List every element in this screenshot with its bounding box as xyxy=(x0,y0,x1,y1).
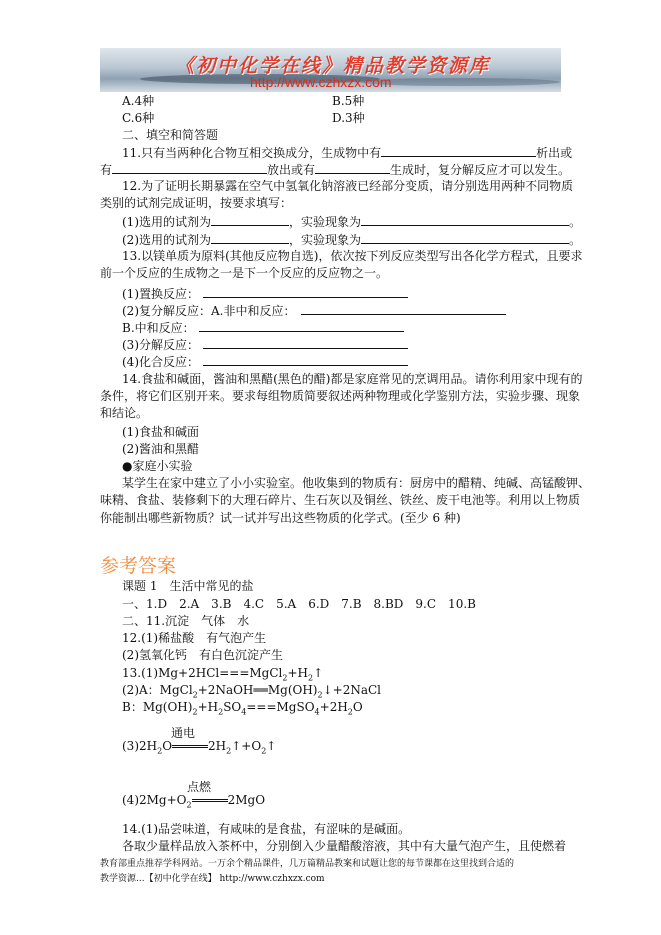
site-banner xyxy=(100,48,561,92)
q11-line2 xyxy=(100,162,570,178)
q13-r1 xyxy=(122,286,408,302)
q14-sub2: (2)酱油和黑醋 xyxy=(122,442,199,456)
blank[interactable] xyxy=(381,145,536,157)
q13-line1: 13.以镁单质为原料(其他反应物自选)，依次按下列反应类型写出各化学方程式，且要求 xyxy=(122,249,583,263)
text: (2)复分解反应：A.非中和反应： xyxy=(122,304,296,318)
footer-text: 教学资源...【初中化学在线】 xyxy=(100,874,217,884)
home-line1: 某学生在家中建立了小小实验室。他收集到的物质有：厨房中的醋精、纯碱、高锰酸钾、 xyxy=(122,476,591,490)
q11-line1 xyxy=(122,145,572,161)
blank[interactable] xyxy=(199,320,404,332)
text: 放出或有 xyxy=(267,163,316,177)
text: 析出或 xyxy=(536,146,573,160)
option-c: C.6种 xyxy=(122,111,155,125)
home-experiment-title: ●家庭小实验 xyxy=(122,459,193,473)
section-heading: 二、填空和简答题 xyxy=(122,128,219,142)
answer-13-2b: B：$Mg(OH)_2+H_2SO_4===MgSO_4+2H_2O$ xyxy=(122,700,363,717)
blank[interactable] xyxy=(315,162,390,174)
blank[interactable] xyxy=(211,214,289,226)
option-b: B.5种 xyxy=(332,94,365,108)
footer-url[interactable]: http://www.czhxzx.com xyxy=(219,874,325,884)
q14-sub1: (1)食盐和碱面 xyxy=(122,425,199,439)
q12-line1: 12.为了证明长期暴露在空气中氢氧化钠溶液已经部分变质，请分别选用两种不同物质 xyxy=(122,179,574,193)
text: 11.只有当两种化合物互相交换成分，生成物中有 xyxy=(122,146,382,160)
answer-12-2: (2)氢氧化钙 有白色沉淀产生 xyxy=(122,648,283,662)
option-a: A.4种 xyxy=(122,94,155,108)
blank[interactable] xyxy=(203,337,408,349)
equals-bar xyxy=(192,799,228,802)
text: (1)置换反应： xyxy=(122,287,199,301)
banner-url[interactable]: http://www.czhxzx.com xyxy=(250,74,392,90)
text: 。 xyxy=(569,233,582,247)
home-line2: 味精、食盐、装修剩下的大理石碎片、生石灰以及铜丝、铁丝、废干电池等。利用以上物质 xyxy=(100,493,581,507)
q13-r3 xyxy=(122,337,408,353)
q13-r2 xyxy=(122,303,506,319)
answers-heading: 参考答案 xyxy=(100,555,177,577)
q14-line2: 条件，将它们区别开来。要求每组物质简要叙述两种物理或化学鉴别方法，实验步骤、现象 xyxy=(100,389,581,403)
text: ，实验现象为 xyxy=(289,233,362,247)
text: 。 xyxy=(569,215,582,229)
text: 生成时，复分解反应才可以发生。 xyxy=(390,163,571,177)
condition-electrolysis: 通电 xyxy=(171,726,196,740)
answer-topic: 课题 1 生活中常见的盐 xyxy=(122,579,254,593)
q13-line2: 前一个反应的生成物之一是下一个反应的反应物之一。 xyxy=(100,266,389,280)
blank[interactable] xyxy=(301,303,506,315)
blank[interactable] xyxy=(203,286,408,298)
blank[interactable] xyxy=(361,214,569,226)
text: 有 xyxy=(100,163,113,177)
option-d: D.3种 xyxy=(332,111,365,125)
text: B.中和反应： xyxy=(122,321,195,335)
text: (4)化合反应： xyxy=(122,355,199,369)
q13-r4 xyxy=(122,354,408,370)
footer-line1: 教育部重点推荐学科网站。一万余个精品课件，几万篇精品教案和试题让您的每节课都在这里找到合适的 xyxy=(100,859,515,869)
answer-14-1: 14.(1)品尝味道，有咸味的是食盐，有涩味的是碱面。 xyxy=(122,822,411,836)
answer-13-1: $13.(1)Mg+2HCl===MgCl_2+H_2↑$ xyxy=(122,666,324,683)
text: ，实验现象为 xyxy=(289,215,362,229)
answer-13-4: $(4)2Mg+O_2$ 2MgO xyxy=(122,793,266,810)
answer-13-2a: (2)A：$MgCl_2+2NaOH══Mg(OH)_2↓+2NaCl$ xyxy=(122,683,381,700)
q14-line3: 和结论。 xyxy=(100,406,149,420)
answer-13-3: $(3)2H_2O$ $2H_2↑+O_2↑$ xyxy=(122,739,277,756)
q12-sub2 xyxy=(122,232,581,248)
answer-12-1: 12.(1)稀盐酸 有气泡产生 xyxy=(122,631,267,645)
q12-line2: 类别的试剂完成证明，按要求填写： xyxy=(100,196,293,210)
q12-sub1 xyxy=(122,214,581,230)
blank[interactable] xyxy=(203,354,408,366)
home-line3: 你能制出哪些新物质？试一试并写出这些物质的化学式。(至少 6 种) xyxy=(100,511,461,525)
banner-title: 《初中化学在线》精品教学资源库 xyxy=(175,55,491,77)
text: (1)选用的试剂为 xyxy=(122,215,211,229)
q13-r2b xyxy=(122,320,404,336)
text: (2)选用的试剂为 xyxy=(122,233,211,247)
answer-part1: 一、1.D 2.A 3.B 4.C 5.A 6.D 7.B 8.BD 9.C 10.B xyxy=(122,597,476,611)
answer-part2: 二、11.沉淀 气体 水 xyxy=(122,614,250,628)
blank[interactable] xyxy=(112,162,267,174)
footer-line2 xyxy=(100,871,325,884)
condition-ignite: 点燃 xyxy=(187,780,212,794)
text: (3)分解反应： xyxy=(122,338,199,352)
answer-14-2: 各取少量样品放入茶杯中，分别倒入少量醋酸溶液，其中有大量气泡产生，且使燃着 xyxy=(122,839,567,853)
blank[interactable] xyxy=(211,232,289,244)
equals-bar xyxy=(172,745,208,748)
blank[interactable] xyxy=(361,232,569,244)
q14-line1: 14.食盐和碱面，酱油和黑醋(黑色的醋)都是家庭常见的烹调用品。请你利用家中现有的 xyxy=(122,372,583,386)
